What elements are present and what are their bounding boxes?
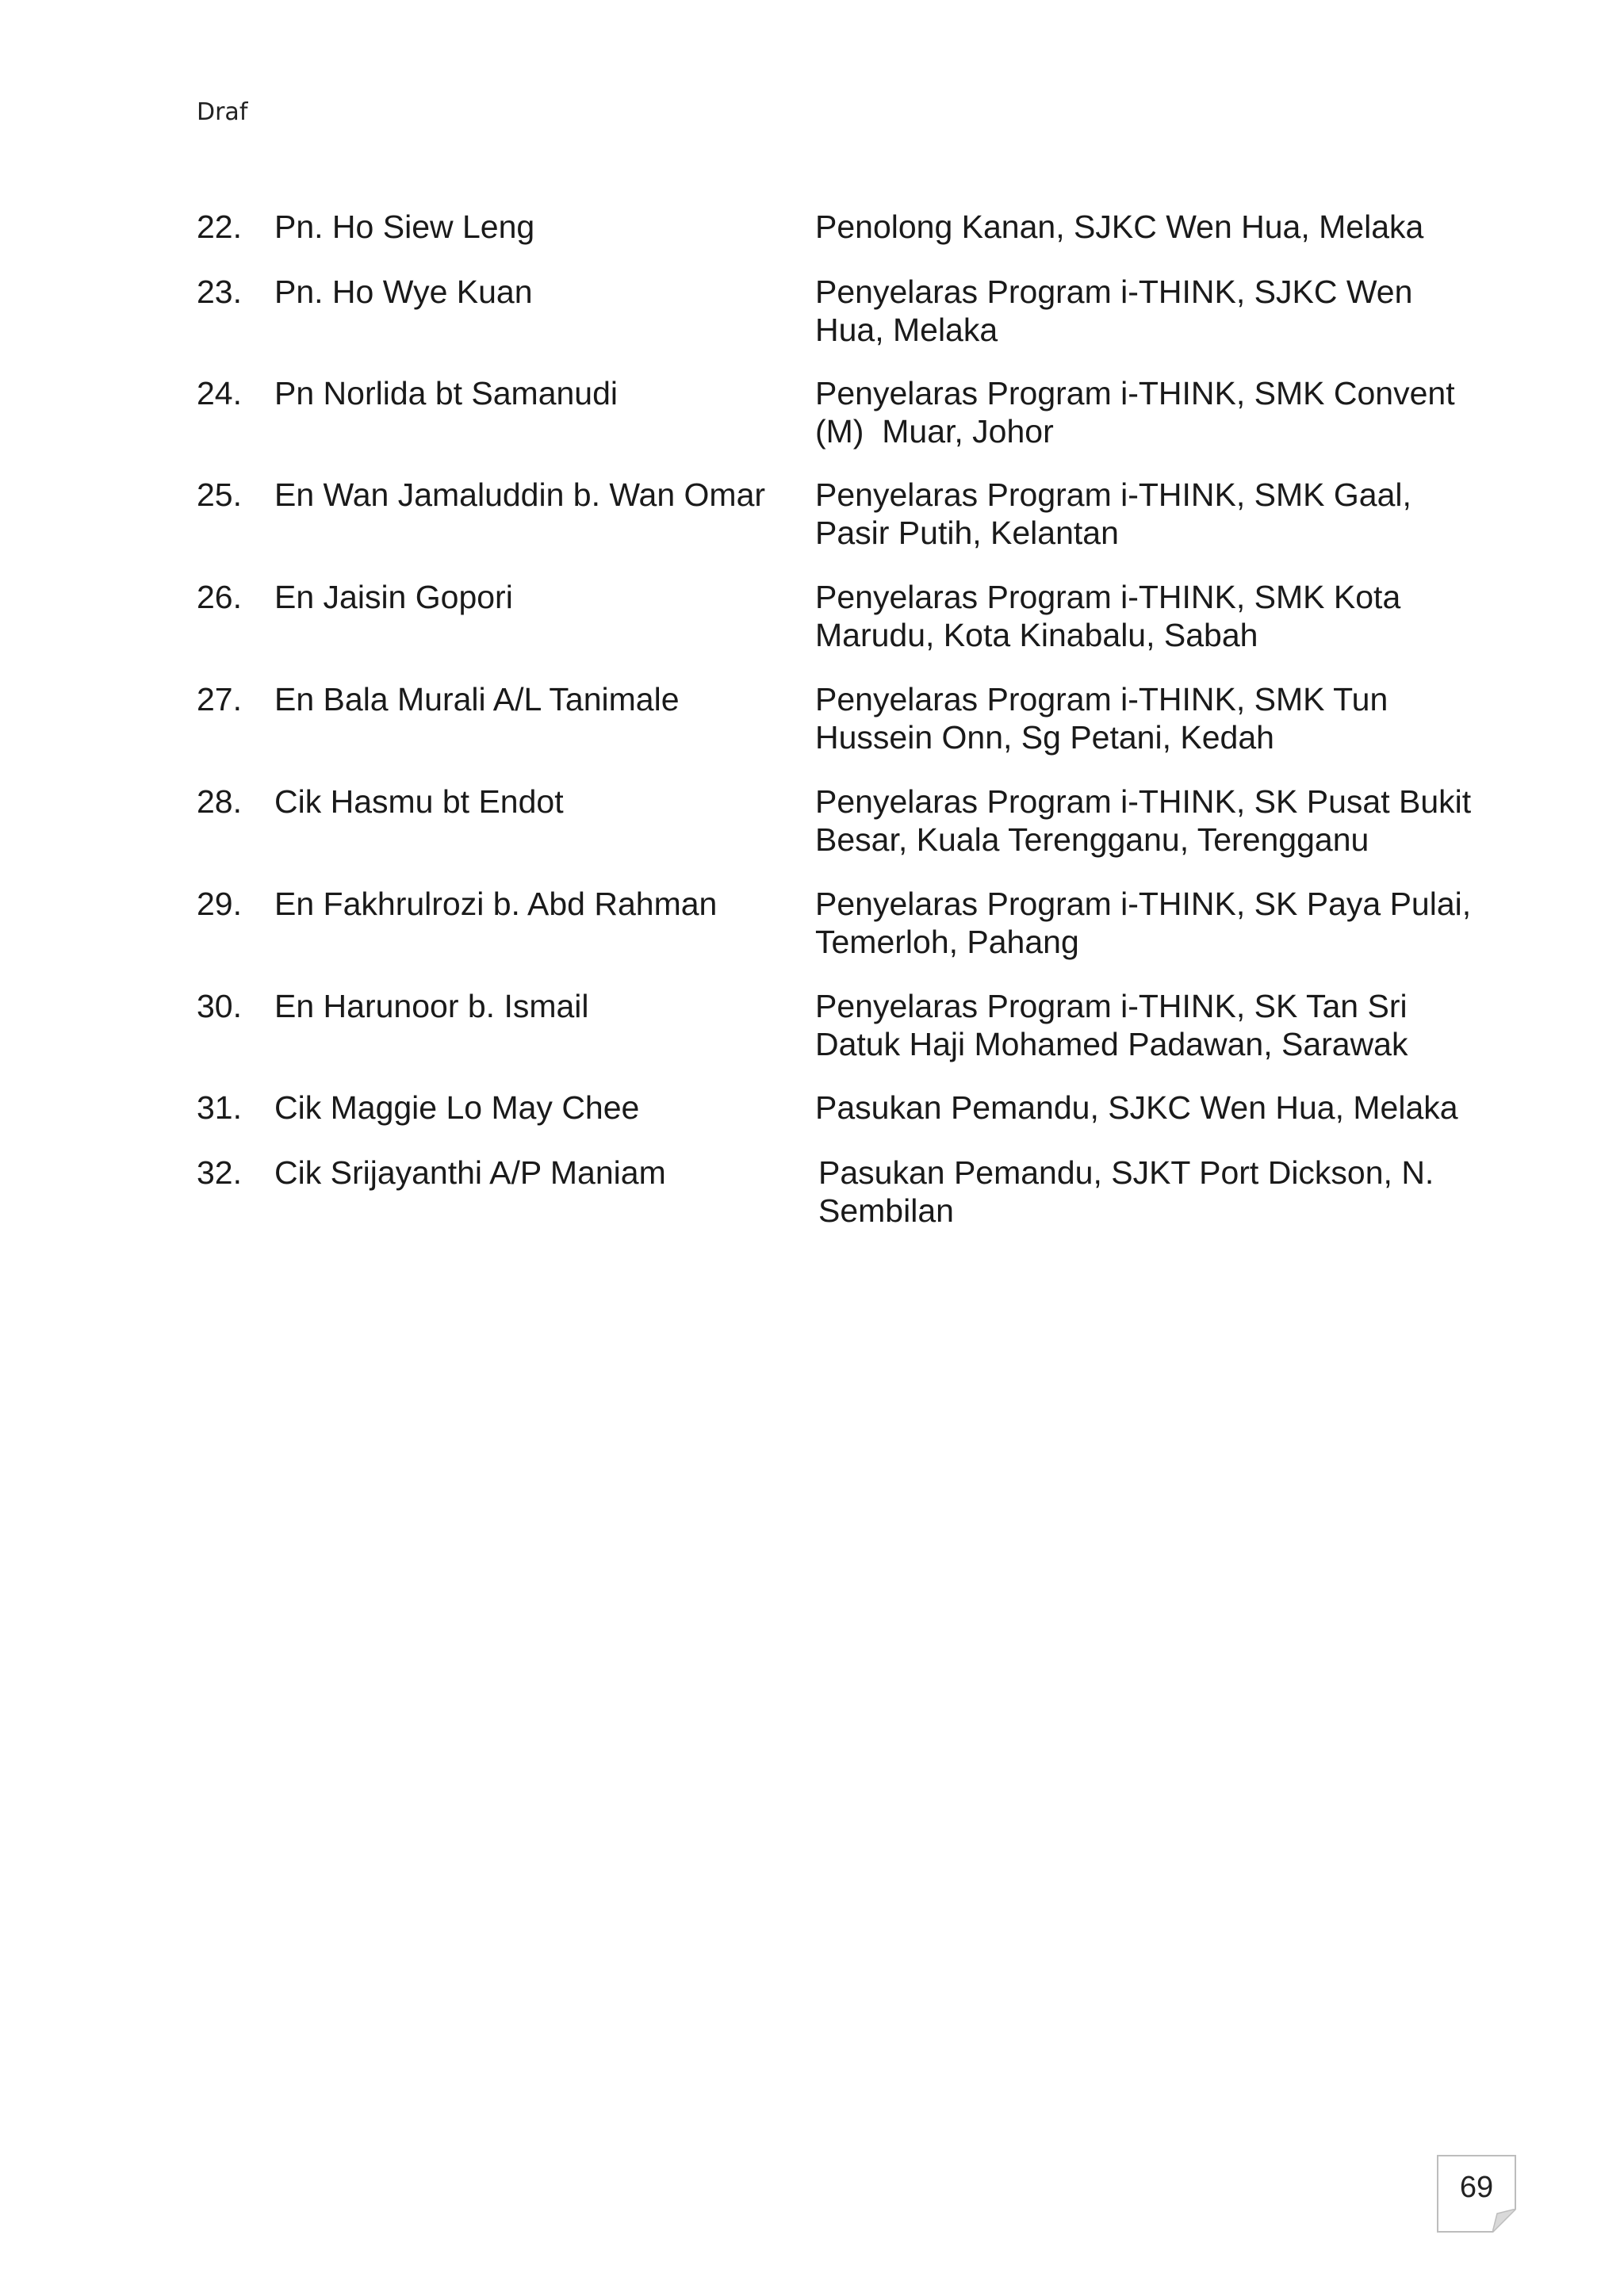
entry-role (815, 208, 1624, 246)
entry-role-line: Temerloh, Pahang (815, 924, 1079, 960)
entry-role-line: Penyelaras Program i-THINK, SK Pusat Bukit (815, 783, 1472, 820)
entry-number: 25. (197, 476, 242, 513)
entry-role-line: Penyelaras Program i-THINK, SMK Gaal, (815, 476, 1411, 513)
entry-name: En Fakhrulrozi b. Abd Rahman (274, 886, 718, 922)
entry-role (815, 476, 1624, 552)
entry-number: 32. (197, 1154, 242, 1191)
entry-role-line: Penolong Kanan, SJKC Wen Hua, Melaka (815, 209, 1424, 245)
entry-number: 27. (197, 681, 242, 718)
entry-role-line: Datuk Haji Mohamed Padawan, Sarawak (815, 1026, 1408, 1062)
list-item (197, 680, 1497, 783)
entry-role (815, 783, 1624, 859)
entry-role-line: Penyelaras Program i-THINK, SK Paya Pulai, (815, 886, 1472, 922)
entry-role (815, 1089, 1624, 1127)
entry-role-line: Sembilan (818, 1192, 954, 1229)
list-item (197, 885, 1497, 987)
entry-role (815, 578, 1624, 654)
entry-role (815, 680, 1624, 756)
entry-role-line: Marudu, Kota Kinabalu, Sabah (815, 617, 1258, 653)
entry-role (818, 1154, 1624, 1230)
entry-number: 26. (197, 579, 242, 615)
entry-number: 22. (197, 209, 242, 245)
list-item (197, 987, 1497, 1089)
entry-number: 31. (197, 1089, 242, 1126)
entry-role-line: Hussein Onn, Sg Petani, Kedah (815, 719, 1274, 756)
entry-role-line: Pasukan Pemandu, SJKC Wen Hua, Melaka (815, 1089, 1458, 1126)
entry-role-line: Penyelaras Program i-THINK, SMK Tun (815, 681, 1388, 718)
entry-name: Pn Norlida bt Samanudi (274, 375, 619, 411)
entry-role (815, 273, 1624, 349)
page-number: 69 (1459, 2171, 1494, 2204)
entry-role-line: (M) Muar, Johor (815, 413, 1054, 450)
entry-name: En Wan Jamaluddin b. Wan Omar (274, 476, 766, 513)
entry-role-line: Penyelaras Program i-THINK, SMK Kota (815, 579, 1401, 615)
list-item (197, 208, 1497, 273)
entry-role-line: Besar, Kuala Terengganu, Terengganu (815, 821, 1369, 858)
list-item (197, 1089, 1497, 1154)
entry-name: En Harunoor b. Ismail (274, 988, 589, 1024)
entry-role-line: Pasukan Pemandu, SJKT Port Dickson, N. (818, 1154, 1434, 1191)
entry-name: Pn. Ho Siew Leng (274, 209, 535, 245)
entry-number: 28. (197, 783, 242, 820)
page-header: Draf (197, 98, 248, 126)
entry-name: Cik Srijayanthi A/P Maniam (274, 1154, 666, 1191)
entry-role-line: Pasir Putih, Kelantan (815, 515, 1119, 551)
list-item (197, 273, 1497, 374)
entry-name: En Jaisin Gopori (274, 579, 513, 615)
list-item (197, 578, 1497, 680)
entry-number: 23. (197, 274, 242, 310)
entry-role-line: Penyelaras Program i-THINK, SK Tan Sri (815, 988, 1408, 1024)
entry-role-line: Penyelaras Program i-THINK, SMK Convent (815, 375, 1455, 411)
entry-number: 24. (197, 375, 242, 411)
entry-role (815, 374, 1624, 450)
entry-role (815, 885, 1624, 961)
list-item (197, 374, 1497, 476)
entry-role-line: Penyelaras Program i-THINK, SJKC Wen (815, 274, 1413, 310)
entry-name: Cik Hasmu bt Endot (274, 783, 564, 820)
member-list (197, 208, 1497, 1233)
list-item (197, 1154, 1497, 1233)
entry-number: 30. (197, 988, 242, 1024)
list-item (197, 476, 1497, 578)
entry-number: 29. (197, 886, 242, 922)
entry-role (815, 987, 1624, 1063)
entry-role-line: Hua, Melaka (815, 312, 998, 348)
entry-name: Cik Maggie Lo May Chee (274, 1089, 640, 1126)
entry-name: En Bala Murali A/L Tanimale (274, 681, 680, 718)
entry-name: Pn. Ho Wye Kuan (274, 274, 533, 310)
page-number-box (1437, 2155, 1516, 2233)
list-item (197, 783, 1497, 885)
page-curl-icon (1492, 2209, 1516, 2233)
